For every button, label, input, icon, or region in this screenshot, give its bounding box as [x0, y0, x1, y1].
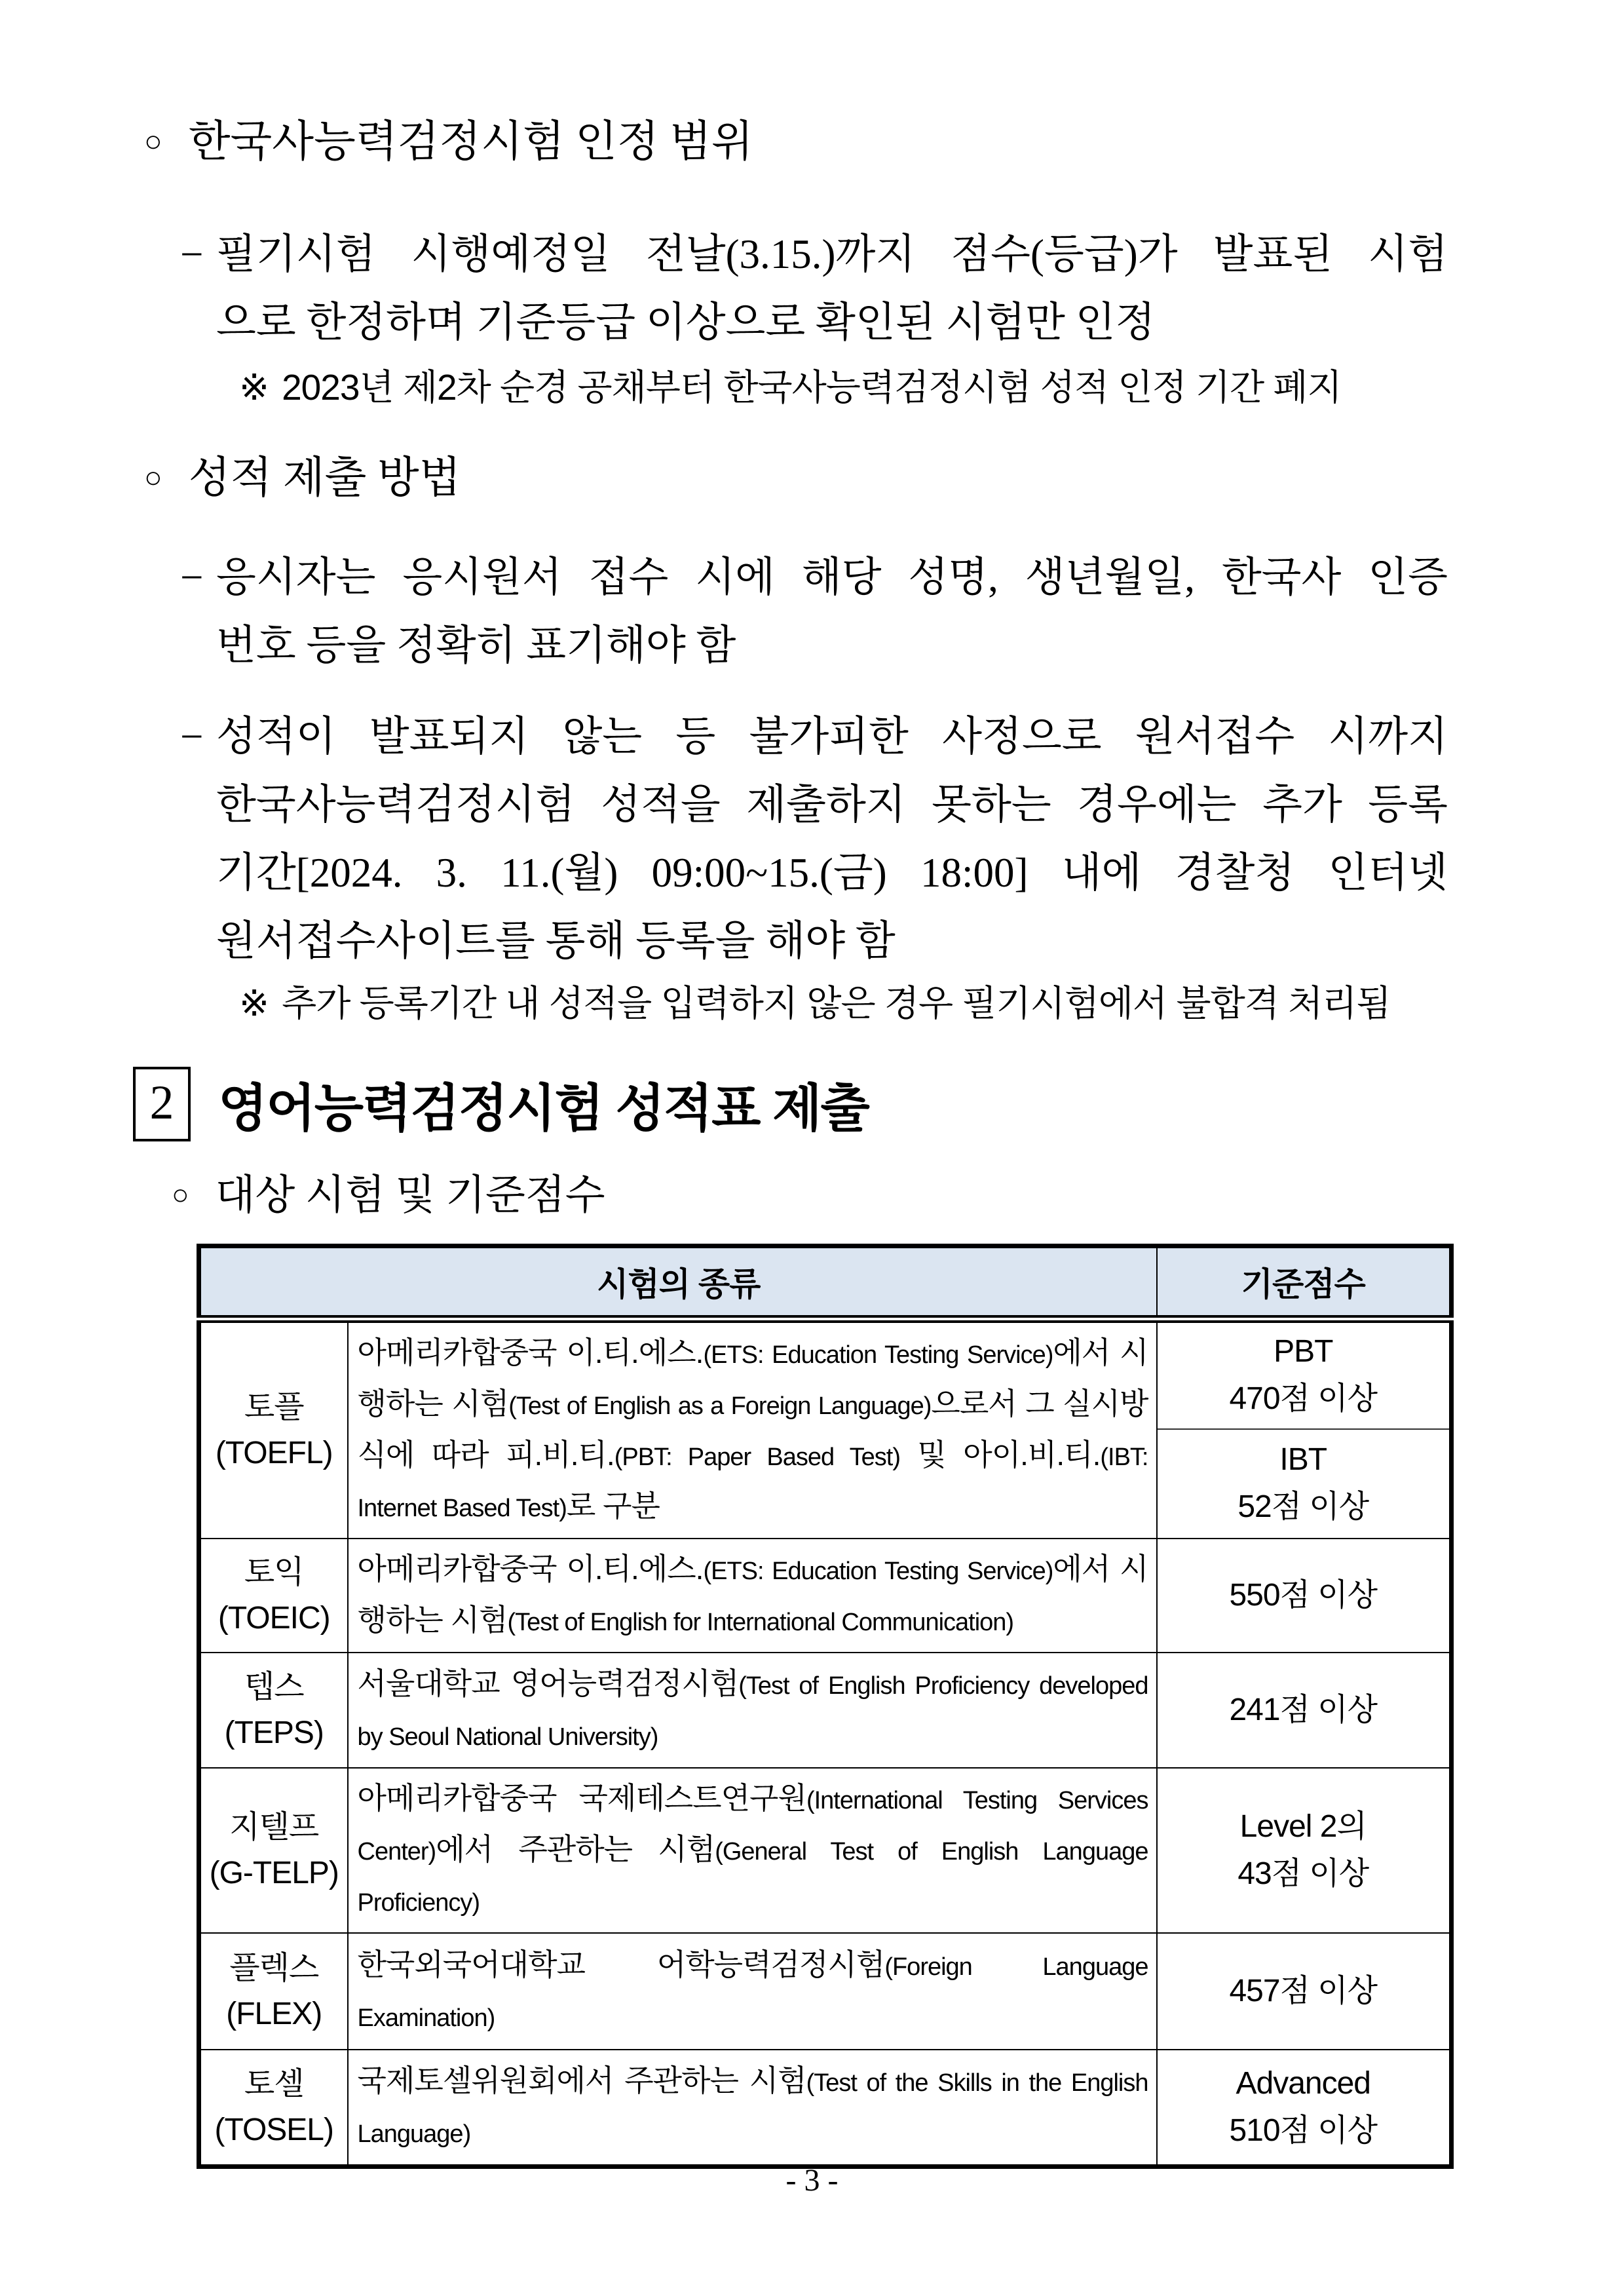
- circle-bullet: ○: [144, 461, 162, 494]
- text-line: − 응시자는 응시원서 접수 시에 해당 성명, 생년월일, 한국사 인증: [180, 543, 1448, 611]
- text-line: − 필기시험 시행예정일 전날(3.15.)까지 점수(등급)가 발표된 시험: [180, 220, 1448, 288]
- table-row-tosel: [199, 2050, 1452, 2166]
- text-line: 기간[2024. 3. 11.(월) 09:00~15.(금) 18:00] 내에 경찰청 인터넷: [216, 850, 1448, 896]
- dash-bullet: −: [180, 231, 204, 277]
- section2-title: 영어능력검정시험 성적표 제출: [218, 1079, 869, 1137]
- test-desc-cell: 아메리카합중국 이.티.에스.(ETS: Education Testing Service)에서 시행하는 시험(Test of English for International Communication): [348, 1539, 1157, 1653]
- test-desc-cell: 아메리카합중국 이.티.에스.(ETS: Education Testing Service)에서 시행하는 시험(Test of English as a Foreign Language)으로서 그 실시방식에 따라 피.비.티.(PBT: Paper Based Test) 및 아이.비.티.(IBT: Internet Based Test)로 구분: [348, 1319, 1157, 1539]
- score-cell-gtelp: Level 2의 43점 이상: [1157, 1768, 1452, 1933]
- score-cell-flex: 457점 이상: [1157, 1933, 1452, 2050]
- test-name-cell: 지텔프 (G-TELP): [199, 1768, 348, 1933]
- score-cell-toeic: 550점 이상: [1157, 1539, 1452, 1653]
- test-name-cell: 토플 (TOEFL): [199, 1319, 348, 1539]
- score-cell-tosel: Advanced 510점 이상: [1157, 2050, 1452, 2166]
- heading-history-recognition-scope: [144, 115, 1484, 169]
- test-name-cell: 토셀 (TOSEL): [199, 2050, 348, 2166]
- score-cell-teps: 241점 이상: [1157, 1653, 1452, 1768]
- test-desc-cell: 서울대학교 영어능력검정시험(Test of English Proficiency developed by Seoul National University): [348, 1653, 1157, 1768]
- table-row-teps: [199, 1653, 1452, 1768]
- table-row-toefl: [199, 1319, 1452, 1429]
- table-row-gtelp: [199, 1768, 1452, 1933]
- table-row-flex: [199, 1933, 1452, 2050]
- text-line: − 성적이 발표되지 않는 등 불가피한 사정으로 원서접수 시까지: [180, 702, 1448, 771]
- text-line: 번호 등을 정확히 표기해야 함: [216, 622, 736, 668]
- test-desc-cell: 국제토셀위원회에서 주관하는 시험(Test of the Skills in the English Language): [348, 2050, 1157, 2166]
- heading-text: 성적 제출 방법: [188, 454, 461, 502]
- paragraph-recognition-scope: [180, 220, 1484, 356]
- heading-target-tests: [172, 1169, 1484, 1221]
- english-test-table: [197, 1244, 1454, 2169]
- section2-heading: [133, 1064, 1484, 1144]
- text-line: 한국사능력검정시험 성적을 제출하지 못하는 경우에는 추가 등록: [216, 782, 1448, 828]
- table-row-toeic: [199, 1539, 1452, 1653]
- col-header-test-type: 시험의 종류: [199, 1246, 1157, 1320]
- note-late-registration-fail: ※ 추가 등록기간 내 성적을 입력하지 않은 경우 필기시험에서 불합격 처리됨: [239, 983, 1391, 1024]
- heading-text: 대상 시험 및 기준점수: [215, 1172, 605, 1218]
- score-cell-toefl-pbt: PBT 470점 이상: [1157, 1319, 1452, 1429]
- test-desc-cell: 한국외국어대학교 어학능력검정시험(Foreign Language Examination): [348, 1933, 1157, 2050]
- note-recognition-period: ※ 2023년 제2차 순경 공채부터 한국사능력검정시험 성적 인정 기간 폐지: [239, 367, 1342, 408]
- test-name-cell: 토익 (TOEIC): [199, 1539, 348, 1653]
- reference-mark: ※: [239, 983, 269, 1024]
- text-line: 으로 한정하며 기준등급 이상으로 확인된 시험만 인정: [216, 299, 1156, 345]
- reference-mark: ※: [239, 367, 269, 408]
- section2-number-box: 2: [133, 1067, 191, 1141]
- paragraph-late-registration: [180, 702, 1484, 975]
- page-number: - 3 -: [785, 2163, 839, 2198]
- paragraph-applicant-info: [180, 543, 1484, 679]
- dash-bullet: −: [180, 714, 204, 759]
- text-line: 원서접수사이트를 통해 등록을 해야 함: [216, 918, 896, 964]
- dash-bullet: −: [180, 554, 204, 600]
- test-desc-cell: 아메리카합중국 국제테스트연구원(International Testing Services Center)에서 주관하는 시험(General Test of English Language Proficiency): [348, 1768, 1157, 1933]
- table-header-row: [199, 1246, 1452, 1320]
- heading-text: 한국사능력검정시험 인정 범위: [188, 118, 753, 166]
- circle-bullet: ○: [172, 1179, 189, 1211]
- test-name-cell: 플렉스 (FLEX): [199, 1933, 348, 2050]
- col-header-min-score: 기준점수: [1157, 1246, 1452, 1320]
- score-cell-toefl-ibt: IBT 52점 이상: [1157, 1429, 1452, 1539]
- test-name-cell: 텝스 (TEPS): [199, 1653, 348, 1768]
- heading-score-submission: [144, 451, 1484, 505]
- circle-bullet: ○: [144, 124, 162, 158]
